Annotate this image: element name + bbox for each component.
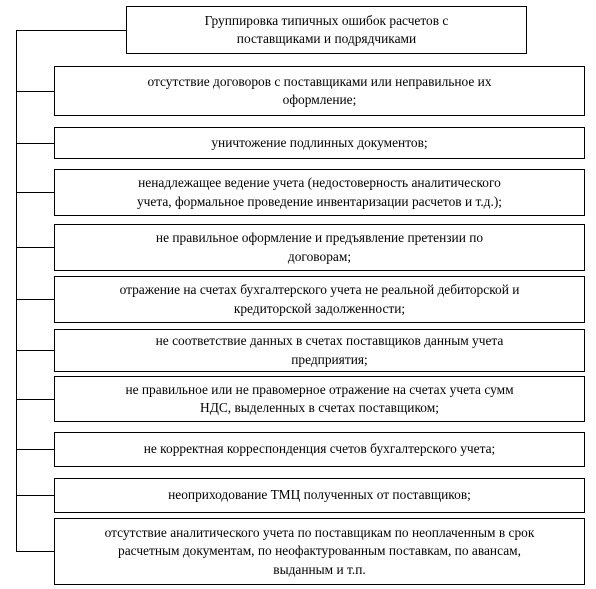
header-line-2: поставщиками и подрядчиками <box>236 31 417 46</box>
connector-5 <box>16 299 54 300</box>
connector-7 <box>16 399 54 400</box>
item-line: неоприходование ТМЦ полученных от поставщиков; <box>168 487 471 503</box>
item-line: НДС, выделенных в счетах поставщиком; <box>200 400 439 415</box>
connector-10 <box>16 551 54 552</box>
error-item-vat <box>54 376 585 422</box>
error-item-contracts <box>54 66 585 116</box>
error-item-data-mismatch <box>54 329 585 372</box>
connector-1 <box>16 91 54 92</box>
item-line: отсутствие договоров с поставщиками или неправильное их <box>147 73 492 89</box>
item-line: ненадлежащее ведение учета (недостоверность аналитического <box>138 175 501 191</box>
connector-8 <box>16 449 54 450</box>
item-line: не правильное или не правомерное отражение на счетах учета сумм <box>125 381 514 397</box>
item-line: отсутствие аналитического учета по поставщикам по неоплаченным в срок <box>104 525 535 541</box>
item-line: расчетным документам, по неофактурованным поставкам, по авансам, <box>118 543 521 559</box>
error-item-receivables <box>54 276 585 323</box>
error-item-claims <box>54 224 585 271</box>
item-line: не соответствие данных в счетах поставщиков данным учета <box>155 333 504 349</box>
item-line: уничтожение подлинных документов; <box>211 134 428 150</box>
item-line: не правильное оформление и предъявление претензии по <box>155 230 484 246</box>
error-item-documents <box>54 127 585 159</box>
item-line: предприятия; <box>291 351 368 367</box>
header-line-1: Группировка типичных ошибок расчетов с <box>204 12 449 28</box>
item-line: учета, формальное проведение инвентаризации расчетов и т.д.); <box>136 193 503 209</box>
header-connector <box>16 30 126 31</box>
item-line: кредиторской задолженности; <box>233 300 406 316</box>
item-line: оформление; <box>282 92 357 107</box>
connector-3 <box>16 192 54 193</box>
item-line: не корректная корреспонденция счетов бухгалтерского учета; <box>143 441 496 457</box>
item-line: отражение на счетах бухгалтерского учета не реальной дебиторской и <box>119 282 520 298</box>
error-item-accounting <box>54 169 585 216</box>
connector-6 <box>16 350 54 351</box>
item-line: выданным и т.п. <box>273 561 366 577</box>
error-item-inventory <box>54 478 585 513</box>
connector-9 <box>16 495 54 496</box>
error-item-correspondence <box>54 432 585 467</box>
connector-4 <box>16 247 54 248</box>
header-box <box>126 6 527 54</box>
item-line: договорам; <box>287 248 352 264</box>
spine-line <box>16 30 17 552</box>
connector-2 <box>16 143 54 144</box>
error-item-analytics <box>54 518 585 585</box>
